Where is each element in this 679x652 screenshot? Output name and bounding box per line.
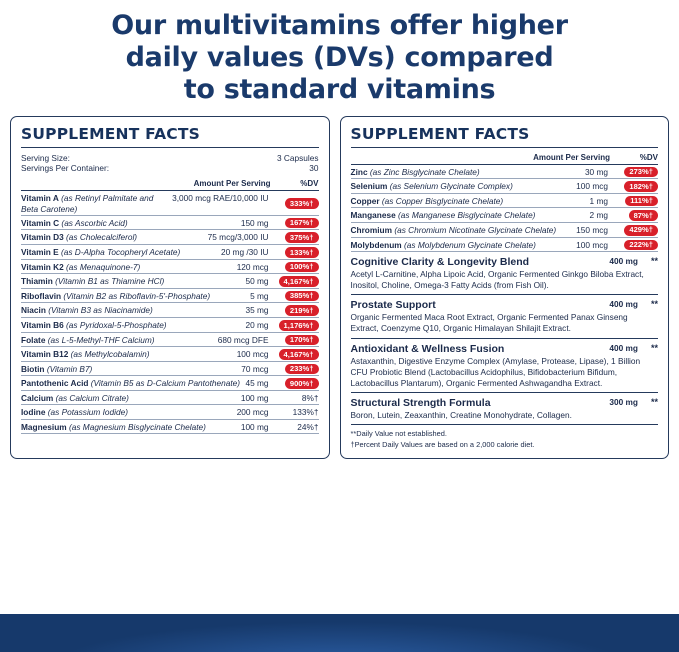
table-row (21, 362, 319, 377)
nutrient-name (21, 364, 241, 375)
nutrient-name (21, 247, 221, 258)
nutrient-name-text: Iodine (21, 407, 46, 418)
serving-size-label: Serving Size: (21, 152, 70, 163)
nutrient-amount: 75 mcg/3,000 IU (207, 232, 269, 243)
nutrient-amount: 100 mg (240, 392, 269, 403)
left-panel-title: SUPPLEMENT FACTS (21, 125, 319, 148)
nutrient-name-text: Molybdenum (350, 239, 402, 250)
nutrient-dv (612, 210, 658, 221)
nutrient-dv (273, 247, 319, 258)
nutrient-amount: 200 mcg (236, 407, 269, 418)
blend-dv: ** (650, 396, 658, 407)
left-nutrient-list (21, 191, 319, 434)
right-column-headers (351, 151, 658, 165)
status-badge: 170%† (285, 335, 319, 346)
nutrient-dv (273, 193, 319, 214)
nutrient-name (351, 225, 577, 236)
nutrient-name (21, 407, 237, 417)
nutrient-name-text: Vitamin B6 (21, 320, 64, 331)
blend-name: Structural Strength Formula (350, 396, 491, 409)
blend-amount: 300 mg (609, 396, 638, 407)
nutrient-name-text: Zinc (350, 166, 368, 177)
nutrient-dv (273, 305, 319, 316)
serving-size-value: 3 Capsules (277, 152, 319, 163)
nutrient-source-text: (as Cholecalciferol) (63, 232, 138, 243)
nutrient-source-text: (as Calcium Citrate) (53, 392, 129, 403)
status-badge: 273%† (624, 167, 658, 178)
nutrient-amount: 20 mg /30 IU (221, 247, 269, 258)
status-badge: 182%† (624, 181, 658, 192)
nutrient-name (21, 232, 208, 243)
nutrient-name-text: Thiamin (21, 276, 53, 287)
table-row (21, 333, 319, 348)
nutrient-name-text: Vitamin C (21, 217, 60, 228)
nutrient-dv (273, 407, 319, 417)
supplement-facts-panel-right (340, 116, 669, 460)
nutrient-name-text: Pantothenic Acid (21, 378, 89, 389)
nutrient-source-text: (as Pyridoxal-5-Phosphate) (63, 320, 167, 331)
nutrient-dv (273, 393, 319, 403)
nutrient-name-text: Copper (350, 195, 380, 206)
status-badge: 900%† (285, 378, 319, 389)
serving-info (21, 151, 319, 178)
blend-header (351, 343, 658, 355)
nutrient-source-text: (as Molybdenum Glycinate Chelate) (401, 239, 536, 250)
nutrient-amount: 3,000 mcg RAE/10,000 IU (172, 193, 269, 204)
status-badge: 4,167%† (279, 276, 319, 287)
nutrient-dv (273, 320, 319, 331)
blend-name: Cognitive Clarity & Longevity Blend (350, 256, 530, 269)
table-row (21, 391, 319, 405)
nutrient-name (351, 167, 585, 178)
nutrient-dv (273, 291, 319, 302)
blend-ingredients: Astaxanthin, Digestive Enzyme Complex (Amylase, Protease, Lipase), 1 Billion CFU Probiotic Blend (Lactobacillus Acidophilus, Bifidobacterium Bifidum, Lactobacillus Plantarum), Organic Fermented Ashwagandha Extract. (350, 355, 641, 388)
blend-amount: 400 mg (609, 256, 638, 267)
table-row (21, 420, 319, 434)
status-badge: 1,176%† (279, 320, 319, 331)
blend-dv: ** (650, 256, 658, 267)
footnote-dv-not-established: **Daily Value not established. (350, 429, 447, 439)
nutrient-name-text: Biotin (21, 363, 45, 374)
nutrient-name (21, 335, 218, 346)
bottom-band (0, 614, 679, 652)
nutrient-dv (273, 335, 319, 346)
nutrient-source-text: (as Retinyl Palmitate and Beta Carotene) (21, 193, 154, 214)
supplement-facts-panels (0, 110, 679, 460)
blend-name: Prostate Support (350, 299, 436, 312)
nutrient-amount: 100 mcg (236, 349, 269, 360)
nutrient-amount: 30 mg (584, 166, 608, 177)
nutrient-name-text: Vitamin K2 (21, 261, 64, 272)
nutrient-source-text: (as Menaquinone-7) (63, 261, 141, 272)
right-col-amount-header: Amount Per Serving (533, 152, 610, 162)
nutrient-dv (273, 276, 319, 287)
nutrient-name-text: Vitamin E (21, 247, 59, 258)
blend-dv: ** (650, 342, 658, 353)
nutrient-dv-text: 133%† (292, 407, 319, 418)
table-row (21, 230, 319, 245)
blend-header (351, 299, 658, 311)
nutrient-dv (612, 181, 658, 192)
nutrient-amount: 2 mg (589, 210, 608, 221)
table-row (351, 238, 658, 253)
nutrient-dv (273, 364, 319, 375)
table-row (21, 245, 319, 260)
nutrient-source-text: (as L-5-Methyl-THF Calcium) (45, 334, 155, 345)
status-badge: 233%† (285, 364, 319, 375)
nutrient-dv (273, 262, 319, 273)
blend-ingredients: Acetyl L-Carnitine, Alpha Lipoic Acid, Organic Fermented Ginkgo Biloba Extract, Inositol, Choline, Omega-3 Fatty Acids (from Fish Oil). (350, 269, 644, 291)
nutrient-dv (612, 167, 658, 178)
nutrient-source-text: (Vitamin B1 as Thiamine HCl) (52, 276, 165, 287)
blend-dv: ** (650, 299, 658, 310)
nutrient-name-text: Selenium (350, 181, 388, 192)
nutrient-dv (612, 240, 658, 251)
blend-block (351, 252, 658, 295)
table-row (351, 208, 658, 223)
nutrient-source-text: (as Selenium Glycinate Complex) (387, 181, 513, 192)
nutrient-name (351, 210, 590, 221)
nutrient-name (21, 320, 245, 331)
table-row (21, 347, 319, 362)
blend-block (351, 393, 658, 425)
left-col-dv-header: %DV (300, 179, 319, 189)
footnote-percent-dv: †Percent Daily Values are based on a 2,000 calorie diet. (350, 439, 535, 449)
nutrient-source-text: (Vitamin B5 as D-Calcium Pantothenate) (88, 378, 241, 389)
table-row (21, 260, 319, 275)
nutrient-dv (273, 422, 319, 432)
table-row (351, 165, 658, 180)
nutrient-name (21, 422, 241, 432)
proprietary-blend-list (351, 252, 658, 425)
status-badge: 4,167%† (279, 349, 319, 360)
left-column-headers (21, 177, 319, 191)
status-badge: 222%† (624, 240, 658, 251)
nutrient-amount: 1 mg (589, 195, 608, 206)
page-title (0, 0, 679, 110)
status-badge: 219%† (285, 305, 319, 316)
status-badge: 375%† (285, 232, 319, 243)
nutrient-name (21, 276, 245, 287)
nutrient-name (21, 193, 172, 214)
nutrient-name (351, 240, 577, 251)
nutrient-name-text: Vitamin D3 (21, 232, 64, 243)
nutrient-name (21, 393, 241, 403)
nutrient-source-text: (as Copper Bisglycinate Chelate) (379, 195, 504, 206)
table-row (351, 179, 658, 194)
nutrient-source-text: (as Zinc Bisglycinate Chelate) (367, 166, 480, 177)
nutrient-amount: 35 mg (245, 305, 269, 316)
nutrient-source-text: (Vitamin B7) (44, 363, 93, 374)
nutrient-amount: 45 mg (245, 378, 269, 389)
blend-header (351, 256, 658, 268)
left-col-amount-header: Amount Per Serving (193, 179, 271, 189)
table-row (21, 274, 319, 289)
nutrient-dv (273, 378, 319, 389)
table-row (21, 303, 319, 318)
nutrient-source-text: (as Methylcobalamin) (68, 349, 150, 360)
blend-header (351, 397, 658, 409)
nutrient-dv-text: 24%† (297, 421, 319, 432)
nutrient-dv (273, 232, 319, 243)
nutrient-name-text: Manganese (350, 210, 396, 221)
status-badge: 429%† (624, 225, 658, 236)
status-badge: 111%† (625, 196, 658, 207)
status-badge: 87%† (629, 210, 658, 221)
nutrient-source-text: (as Potassium Iodide) (45, 407, 128, 418)
nutrient-dv (273, 218, 319, 229)
nutrient-name-text: Magnesium (21, 421, 67, 432)
nutrient-amount: 50 mg (245, 276, 269, 287)
table-row (21, 191, 319, 216)
headline-line-2: daily values (DVs) compared (125, 41, 554, 73)
status-badge: 100%† (285, 262, 319, 273)
right-col-dv-header: %DV (639, 152, 658, 162)
nutrient-source-text: (as Chromium Nicotinate Glycinate Chelate) (392, 224, 557, 235)
headline-line-1: Our multivitamins offer higher (111, 10, 568, 41)
nutrient-amount: 150 mg (240, 217, 269, 228)
nutrient-name (21, 349, 237, 360)
right-nutrient-list (351, 165, 658, 253)
headline-line-3: to standard vitamins (183, 73, 496, 105)
nutrient-amount: 120 mcg (236, 261, 269, 272)
nutrient-amount: 100 mg (240, 421, 269, 432)
nutrient-name-text: Vitamin B12 (21, 349, 69, 360)
nutrient-name (21, 378, 245, 389)
nutrient-source-text: (Vitamin B3 as Niacinamide) (45, 305, 153, 316)
nutrient-name (351, 181, 577, 192)
status-badge: 167%† (285, 218, 319, 229)
status-badge: 333%† (285, 198, 319, 209)
nutrient-dv (273, 349, 319, 360)
blend-ingredients: Organic Fermented Maca Root Extract, Organic Fermented Panax Ginseng Extract, Coenzyme Q10, Organic Himalayan Shilajit Extract. (350, 312, 628, 334)
blend-amount: 400 mg (609, 342, 638, 353)
nutrient-name-text: Vitamin A (21, 193, 59, 204)
nutrient-amount: 150 mcg (576, 224, 608, 235)
nutrient-amount: 70 mcg (241, 363, 269, 374)
servings-per-container-value: 30 (309, 163, 319, 174)
table-row (21, 289, 319, 304)
nutrient-source-text: (as Magnesium Bisglycinate Chelate) (66, 421, 206, 432)
nutrient-dv (612, 225, 658, 236)
nutrient-source-text: (as Manganese Bisglycinate Chelate) (395, 210, 536, 221)
nutrient-name (21, 291, 250, 302)
nutrient-name-text: Folate (21, 334, 46, 345)
right-panel-title: SUPPLEMENT FACTS (351, 125, 658, 148)
nutrient-name (21, 262, 237, 273)
nutrient-name (351, 196, 590, 207)
table-row (21, 405, 319, 419)
blend-block (351, 339, 658, 393)
nutrient-name-text: Riboflavin (21, 290, 62, 301)
nutrient-name-text: Chromium (350, 224, 393, 235)
footnotes (351, 425, 658, 450)
nutrient-source-text: (Vitamin B2 as Riboflavin-5'-Phosphate) (61, 290, 211, 301)
table-row (21, 318, 319, 333)
nutrient-amount: 680 mcg DFE (217, 334, 269, 345)
table-row (21, 216, 319, 231)
nutrient-amount: 100 mcg (576, 181, 608, 192)
status-badge: 385%† (285, 291, 319, 302)
table-row (351, 194, 658, 209)
status-badge: 133%† (285, 247, 319, 258)
supplement-facts-panel-left (10, 116, 330, 460)
nutrient-name (21, 218, 241, 229)
nutrient-source-text: (as Ascorbic Acid) (59, 217, 128, 228)
blend-ingredients: Boron, Lutein, Zeaxanthin, Creatine Monohydrate, Collagen. (350, 409, 572, 420)
nutrient-name (21, 305, 245, 316)
nutrient-amount: 100 mcg (576, 239, 608, 250)
table-row (351, 223, 658, 238)
table-row (21, 376, 319, 391)
nutrient-dv-text: 8%† (301, 392, 319, 403)
blend-block (351, 295, 658, 338)
nutrient-source-text: (as D-Alpha Tocopheryl Acetate) (58, 247, 181, 258)
nutrient-amount: 5 mg (250, 290, 269, 301)
blend-amount: 400 mg (609, 299, 638, 310)
blend-name: Antioxidant & Wellness Fusion (350, 342, 505, 355)
nutrient-name-text: Calcium (21, 392, 54, 403)
nutrient-amount: 20 mg (245, 320, 269, 331)
servings-per-container-label: Servings Per Container: (21, 163, 110, 174)
nutrient-name-text: Niacin (21, 305, 46, 316)
nutrient-dv (612, 196, 658, 207)
